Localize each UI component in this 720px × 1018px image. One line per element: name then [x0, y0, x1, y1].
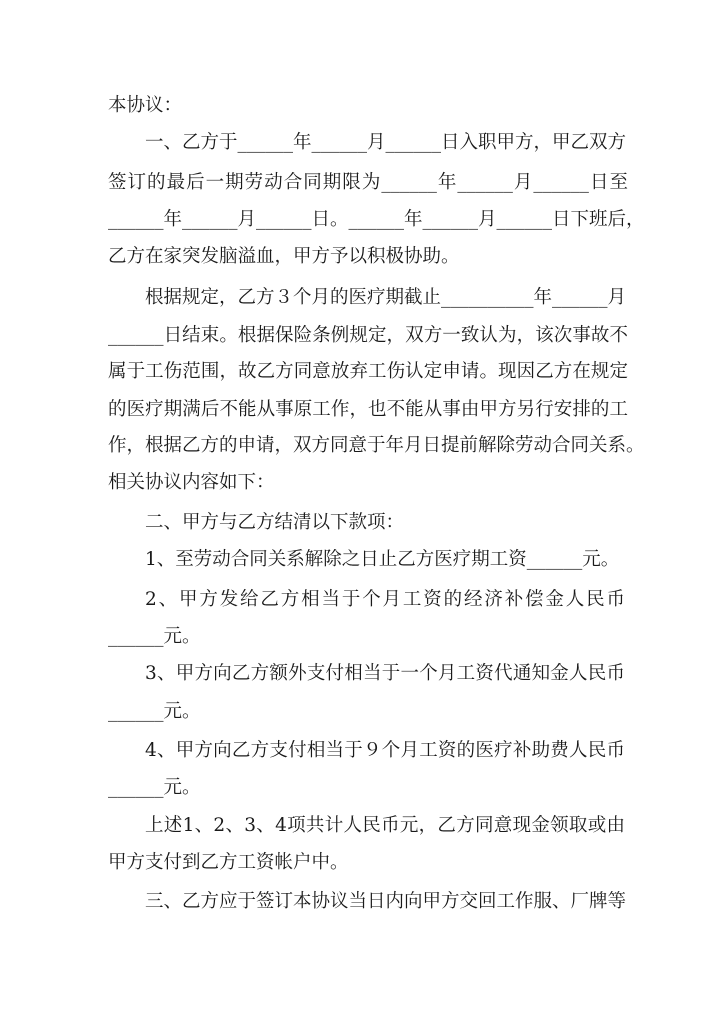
doc-line-16: 3、甲方向乙方额外支付相当于一个月工资代通知金人民币 [145, 663, 625, 684]
doc-line-7: ______日结束。根据保险条例规定，双方一致认为，该次事故不 [108, 325, 628, 346]
doc-line-20: 上述1、2、3、4项共计人民币元，乙方同意现金领取或由 [145, 815, 625, 836]
doc-line-17: ______元。 [108, 701, 201, 722]
doc-line-14: 2、甲方发给乙方相当于个月工资的经济补偿金人民币 [145, 589, 625, 610]
doc-line-9: 的医疗期满后不能从事原工作，也不能从事由甲方另行安排的工 [108, 399, 628, 420]
doc-line-21: 甲方支付到乙方工资帐户中。 [108, 852, 349, 873]
doc-line-12: 二、甲方与乙方结清以下款项： [145, 512, 405, 533]
doc-line-1: 本协议： [108, 95, 183, 116]
doc-line-5: 乙方在家突发脑溢血，甲方予以积极协助。 [108, 246, 460, 267]
doc-line-19: ______元。 [108, 777, 201, 798]
doc-line-13: 1、至劳动合同关系解除之日止乙方医疗期工资______元。 [145, 549, 620, 570]
doc-line-10: 作，根据乙方的申请，双方同意于年月日提前解除劳动合同关系。 [108, 435, 645, 456]
doc-line-6: 根据规定，乙方３个月的医疗期截止__________年______月 [145, 287, 627, 308]
doc-line-2: 一、乙方于______年______月______日入职甲方，甲乙双方 [145, 132, 627, 153]
doc-line-18: 4、甲方向乙方支付相当于９个月工资的医疗补助费人民币 [145, 740, 625, 761]
doc-line-4: ______年______月______日。______年______月______日下班后， [108, 209, 645, 230]
doc-line-15: ______元。 [108, 626, 201, 647]
doc-line-3: 签订的最后一期劳动合同期限为______年______月______日至 [108, 172, 628, 193]
doc-line-11: 相关协议内容如下： [108, 472, 275, 493]
doc-line-8: 属于工伤范围，故乙方同意放弃工伤认定申请。现因乙方在规定 [108, 361, 628, 382]
doc-line-22: 三、乙方应于签订本协议当日内向甲方交回工作服、厂牌等 [145, 891, 627, 912]
